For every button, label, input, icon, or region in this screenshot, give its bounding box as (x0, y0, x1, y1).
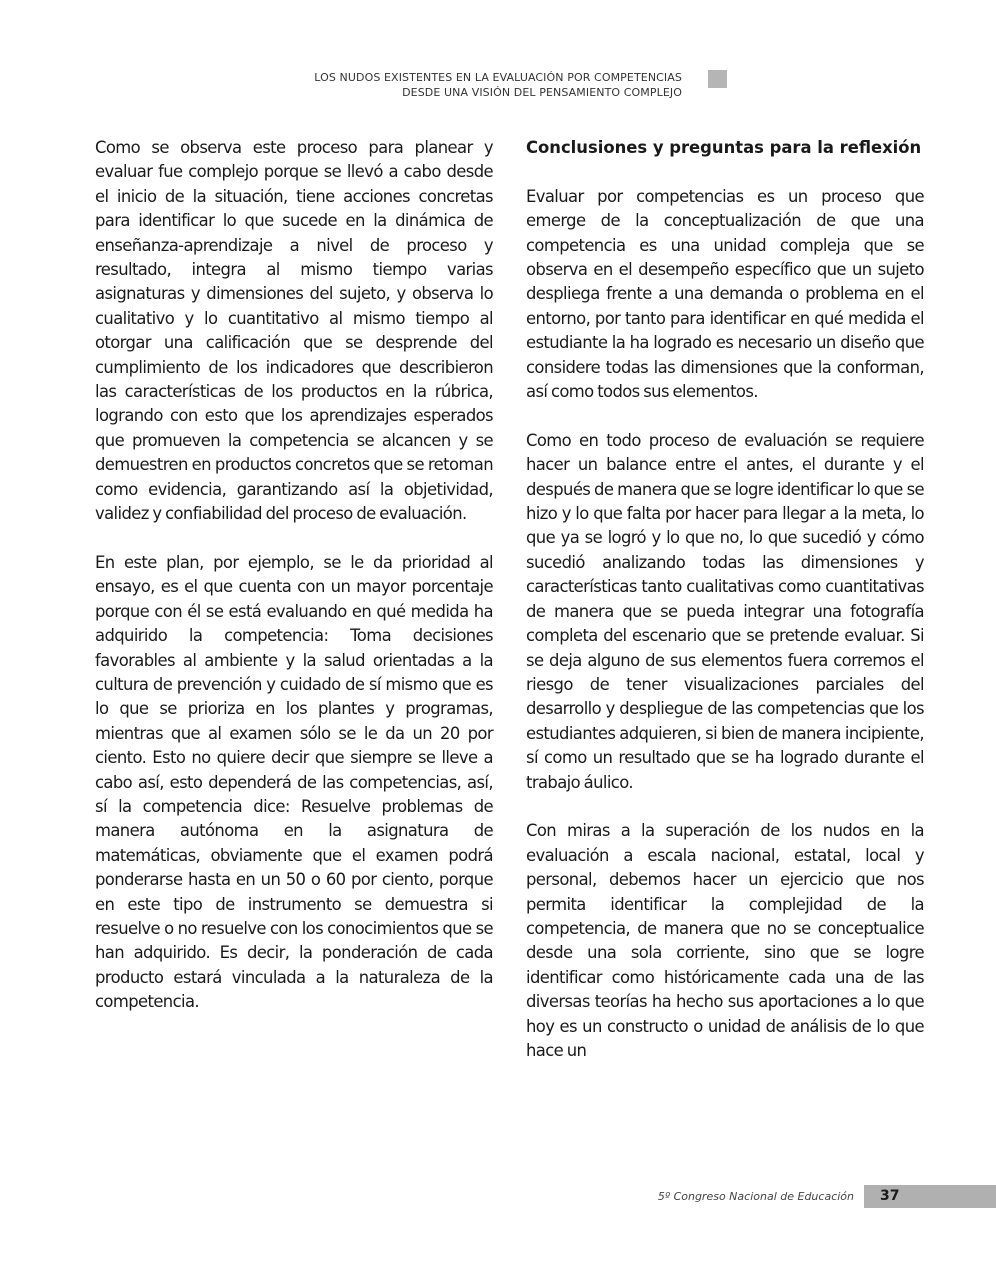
header-square-marker (708, 70, 727, 88)
right-paragraph-3: Con miras a la superación de los nudos en la evaluación a escala nacional, estatal, local y personal, debemos hacer un ejercicio que nos permita identificar la complejidad de la competencia, de manera que no se conceptualice desde una sola corriente, sino que se logre identificar como históricamente cada una de las diversas teorías ha hecho sus aportaciones a lo que hoy es un constructo o unidad de análisis de lo que hace un (526, 821, 924, 1060)
right-paragraph-1: Evaluar por competencias es un proceso que emerge de la conceptualización de que una competencia es una unidad compleja que se observa en el desempeño específico que un sujeto despliega frente a una demanda o problema en el entorno, por tanto para identificar en qué medida el estudiante la ha logrado es necesario un diseño que considere todas las dimensiones que la conforman, así como todos sus elementos. (526, 186, 924, 402)
left-column (95, 136, 493, 1039)
running-header (314, 70, 682, 100)
header-line-2: DESDE UNA VISIÓN DEL PENSAMIENTO COMPLEJO (402, 86, 682, 99)
header-line-1: LOS NUDOS EXISTENTES EN LA EVALUACIÓN POR COMPETENCIAS (314, 71, 682, 84)
footer-page-bar (864, 1185, 996, 1208)
page-number: 37 (880, 1188, 900, 1204)
right-paragraph-2: Como en todo proceso de evaluación se requiere hacer un balance entre el antes, el durante y el después de manera que se logre identificar lo que se hizo y lo que falta por hacer para llegar a la meta, lo que ya se logró y lo que no, lo que sucedió y cómo sucedió analizando todas las dimensiones y características tanto cualitativas como cuantitativas de manera que se pueda integrar una fotografía completa del escenario que se pretende evaluar. Si se deja alguno de sus elementos fuera corremos el riesgo de tener visualizaciones parciales del desarrollo y despliegue de las competencias que los estudiantes adquieren, si bien de manera incipiente, sí como un resultado que se ha logrado durante el trabajo áulico. (526, 430, 924, 792)
left-paragraph-1: Como se observa este proceso para planear y evaluar fue complejo porque se llevó a cabo desde el inicio de la situación, tiene acciones concretas para identificar lo que sucede en la dinámica de enseñanza-aprendizaje a nivel de proceso y resultado, integra al mismo tiempo varias asignaturas y dimensiones del sujeto, y observa lo cualitativo y lo cuantitativo al mismo tiempo al otorgar una calificación que se desprende del cumplimiento de los indicadores que describieron las características de los productos en la rúbrica, logrando con esto que los aprendizajes esperados que promueven la competencia se alcancen y se demuestren en productos concretos que se retoman como evidencia, garantizando así la objetividad, validez y confiabilidad del proceso de evaluación. (95, 138, 493, 524)
right-column (526, 136, 924, 1088)
section-heading: Conclusiones y preguntas para la reflexión (526, 138, 922, 157)
left-paragraph-2: En este plan, por ejemplo, se le da prioridad al ensayo, es el que cuenta con un mayor porcentaje porque con él se está evaluando en qué medida ha adquirido la competencia: Toma decisiones favorables al ambiente y la salud orientadas a la cultura de prevención y cuidado de sí mismo que es lo que se prioriza en los plantes y programas, mientras que al examen sólo se le da un 20 por ciento. Esto no quiere decir que siempre se lleve a cabo así, esto dependerá de las competencias, así, sí la competencia dice: Resuelve problemas de manera autónoma en la asignatura de matemáticas, obviamente que el examen podrá ponderarse hasta en un 50 o 60 por ciento, porque en este tipo de instrumento se demuestra si resuelve o no resuelve con los conocimientos que se han adquirido. Es decir, la ponderación de cada producto estará vinculada a la naturaleza de la competencia. (95, 552, 493, 1012)
footer-congress-name: 5º Congreso Nacional de Educación (657, 1190, 854, 1203)
